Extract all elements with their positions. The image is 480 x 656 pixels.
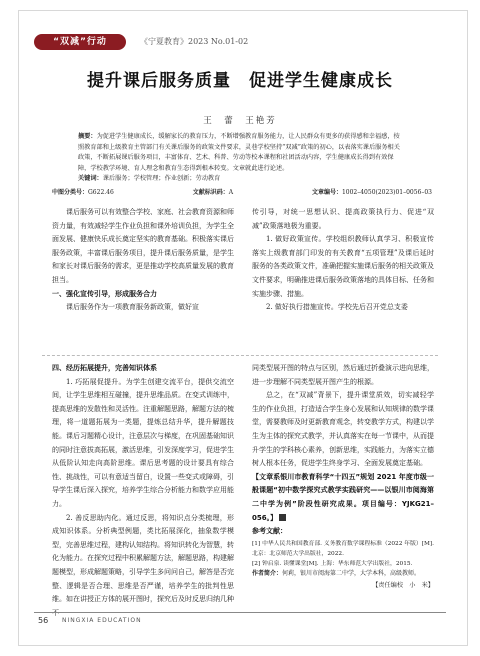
upper-right-column [252, 206, 434, 315]
upper-left-column [52, 206, 234, 315]
author-note-label: 作者简介： [252, 569, 283, 577]
article-id-field [312, 187, 432, 196]
section-badge: “双减”行动 [34, 34, 126, 50]
body-paragraph: 1. 做好政策宣传。学校组织教师认真学习、积极宣传落实上级教育部门印发的有关教育“五项管理”及课后延时服务的各类政策文件，准确把握实施课后服务的相关政策及文件要求，明确推进课后服务政策落地的具体目标、任务和实施步骤、措施。 [252, 235, 434, 298]
references-heading: 参考文献： [252, 527, 287, 536]
doc-code-label: 文献标识码： [192, 189, 229, 196]
lower-left-column [52, 362, 234, 620]
reference-item: [1] 中华人民共和国教育部. 义务教育数学课程标准（2022 年版）[M]. 北京：北京师范大学出版社，2022. [252, 540, 434, 557]
article-id-label: 文章编号： [311, 189, 342, 196]
body-paragraph: 课后服务作为一项教育服务新政策，做好宣 [66, 303, 199, 312]
section-heading-1: 一、强化宣传引导，形成服务合力 [52, 289, 157, 298]
abstract-text: 为促进学生健康成长，缓解家长的教育压力，不断增强教育服务能力，让人民群众有更多的获得感和幸福感，按照教育部和上级教育主管部门有关课后服务的政策文件要求，灵巷学校坚持“双减”政策的初心，以表落实课后服务相关政策，不断拓展课后服务项目，丰富体育、艺术、科普、劳动等校本课程和社团活动内容，学生健康成长得到有效保障，学校教学环境、育人理念和教育生态得到根本转变。文章就此进行论述。 [78, 133, 400, 172]
section-divider [42, 355, 438, 356]
clc-label: 中图分类号： [52, 189, 89, 196]
reference-item: [2] 钟启泉. 读懂课堂[M]. 上海：华东师范大学出版社，2015. [252, 560, 413, 567]
author-note-text: 何莉，银川市阅海第二中学，大学本科，高级教师。 [282, 569, 421, 577]
page-number: 56 [38, 616, 49, 625]
footer-journal-name: NINGXIA EDUCATION [62, 617, 142, 624]
body-paragraph: 2. 善反思助内化。通过反思，将知识点分类梳理，形成知识体系。分析典型例题，类比拓展深化，抽象数学模型，完善思维过程，建构认知结构。将知识转化为智慧，转化为能力。在探究过程中积累解题方法，解题思路，构建解题模型，形成解题策略，引导学生多问问自己，解答是否完整、逻辑是否合理、思维是否严谨，培养学生的批判性思维。如在讲授正方体的展开图时，探究后及时反思归纳几种不 [52, 513, 234, 617]
keywords-block [78, 174, 402, 184]
funding-text: 【文章系银川市教育科学“十四五”规划 2021 年度市级一般课题“初中数学探究式教学实践研究——以银川市阅海第二中学为例”阶段性研究成果。项目编号：YJKG21–056。】 [252, 472, 434, 522]
article-id-value: 1002–4050(2023)01–0056–03 [341, 189, 432, 196]
body-paragraph: 传引导，对统一思想认识、提高政策执行力、促进“双减”政策落地极为重要。 [252, 208, 434, 230]
abstract-label: 摘要： [78, 133, 97, 140]
clc-field [52, 187, 114, 196]
body-paragraph: 课后服务可以有效整合学校、家庭、社会教育资源和师资力量，有效减轻学生作业负担和课外培训负担，为学生全面发展、健康快乐成长奠定坚实的教育基础。积极落实课后服务政策，丰富课后服务项目，提升课后服务质量，是学生和家长对课后服务的需求，更是推动学校高质量发展的教育担当。 [52, 208, 234, 284]
article-title: 提升课后服务质量 促进学生健康成长 [87, 71, 393, 91]
author-note [252, 569, 434, 579]
article-meta-row [52, 187, 432, 196]
footer-rule [34, 612, 446, 613]
lower-right-column [252, 362, 434, 592]
article-authors: 王 蕾 王艳芳 [203, 116, 277, 126]
keywords-text: 课后服务；学校管理；作业创新；劳动教育 [102, 175, 221, 182]
keywords-label: 关键词： [78, 175, 103, 182]
doc-code-value: A [228, 189, 234, 196]
editor-credit: 【责任编校 小 米】 [372, 581, 434, 589]
body-paragraph: 1. 巧拓展促提升。为学生创建交流平台，提供交流空间，让学生思维相互碰撞，提升思维品质。在变式训练中，提高思维的发散性和灵活性。注重解题思路，解题方法的梳理，将一道题拓展为一类题，提炼总结升华，提升解题技能。课后习题精心设计，注意层次与梯度，在巩固基础知识的同时注意拔高拓展，激活思维，引发深度学习，促进学生从低阶认知走向高阶思维。课后思考题的设计要具有综合性、挑战性，可以有意适当留白，设置一些变式或障碍，引导学生课后深入探究，培养学生综合分析能力和数学应用能力。 [52, 377, 234, 508]
funding-note [252, 471, 434, 525]
qr-code-icon [279, 514, 286, 521]
body-paragraph: 2. 做好执行措施宣传。学校先后召开党总支委 [266, 303, 408, 312]
journal-issue-line: 《宁夏教育》2023 No.01-02 [140, 37, 249, 46]
section-heading-4: 四、经历拓展提升，完善知识体系 [52, 364, 157, 372]
body-paragraph: 总之，在“双减”背景下，提升课堂质效，切实减轻学生的作业负担，打造适合学生身心发展和认知规律的数学课堂，需要教师及时更新教育观念，转变教学方式，构建以学生为主体的探究式教学，并认真落实在每一节课中，从而提升学生的学科核心素养，创新思维，实践能力，为落实立德树人根本任务，促进学生终身学习、全面发展奠定基础。 [252, 391, 434, 468]
abstract-block [78, 132, 402, 174]
doc-code-field [193, 187, 233, 196]
body-paragraph: 同类型展开图的特点与区别，然后通过折叠演示进向思维，进一步理解不同类型展开图产生的根源。 [252, 364, 434, 386]
clc-value: G622.46 [88, 189, 114, 196]
